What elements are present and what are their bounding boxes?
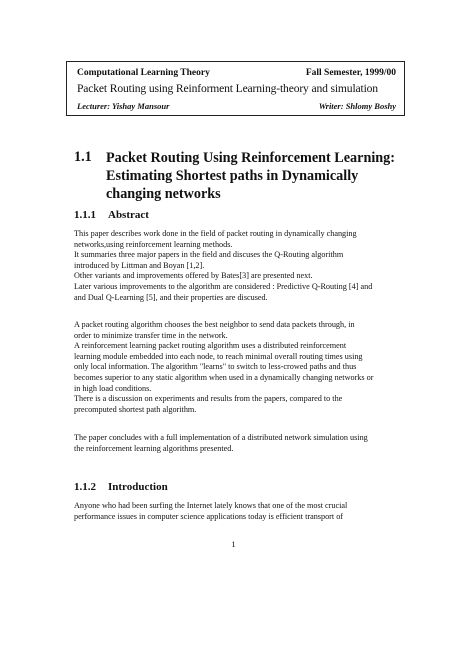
text-line: in high load conditions. <box>74 383 152 393</box>
section-title-line: Packet Routing Using Reinforcement Learning: <box>106 150 395 166</box>
abstract-paragraph-3 <box>74 433 404 454</box>
text-line: This paper describes work done in the field of packet routing in dynamically changing <box>74 229 357 238</box>
introduction-heading: Introduction <box>108 481 168 493</box>
text-line: The paper concludes with a full implementation of a distributed network simulation using <box>74 433 368 442</box>
text-line: precomputed shortest path algorithm. <box>74 404 197 414</box>
text-line: A reinforcement learning packet routing algorithm uses a distributed reinforcement <box>74 341 347 351</box>
text-line: Other variants and improvements offered by Bates[3] are presented next. <box>74 271 313 281</box>
writer: Writer: Shlomy Boshy <box>318 101 396 111</box>
introduction-number: 1.1.2 <box>74 481 96 493</box>
text-line: There is a discussion on experiments and results from the papers, compared to the <box>74 394 343 404</box>
text-line: networks,using reinforcement learning methods. <box>74 239 233 249</box>
text-line: and Dual Q-Learning [5], and their properties are discused. <box>74 292 268 302</box>
text-line: learning module embedded into each node, to reach minimal overall routing times using <box>74 351 363 361</box>
semester: Fall Semester, 1999/00 <box>305 68 396 78</box>
text-line: Later various improvements to the algorithm are considered : Predictive Q-Routing [4] and <box>74 281 373 291</box>
text-line: becomes superior to any static algorithm when used in a dynamically changing networks or <box>74 372 374 382</box>
text-line: A packet routing algorithm chooses the best neighbor to send data packets through, in <box>74 320 355 329</box>
text-line: Anyone who had been surfing the Internet lately knows that one of the most crucial <box>74 501 348 510</box>
section-title <box>106 149 436 203</box>
section-title-line: changing networks <box>106 186 221 202</box>
text-line: the reinforcement learning algorithms presented. <box>74 443 234 453</box>
text-line: order to minimize transfer time in the network. <box>74 330 228 340</box>
text-line: performance issues in computer science applications today is efficient transport of <box>74 511 344 521</box>
section-number: 1.1 <box>74 149 92 165</box>
text-line: only local information. The algorithm "learns" to switch to less-crowed paths and thus <box>74 362 357 372</box>
course-name: Computational Learning Theory <box>77 68 210 78</box>
introduction-paragraph <box>74 501 404 522</box>
lecture-header-box <box>66 61 405 116</box>
text-line: It summaries three major papers in the field and discuses the Q-Routing algorithm <box>74 250 344 260</box>
abstract-paragraph-2 <box>74 320 404 415</box>
lecture-title: Packet Routing using Reinforment Learning-theory and simulation <box>77 82 378 95</box>
abstract-paragraph-1 <box>74 229 404 303</box>
section-title-line: Estimating Shortest paths in Dynamically <box>106 168 359 184</box>
page-number: 1 <box>231 539 236 549</box>
abstract-heading: Abstract <box>108 209 149 221</box>
lecturer: Lecturer: Yishay Mansour <box>77 101 170 111</box>
text-line: introduced by Littman and Boyan [1,2]. <box>74 260 205 270</box>
abstract-number: 1.1.1 <box>74 209 96 221</box>
